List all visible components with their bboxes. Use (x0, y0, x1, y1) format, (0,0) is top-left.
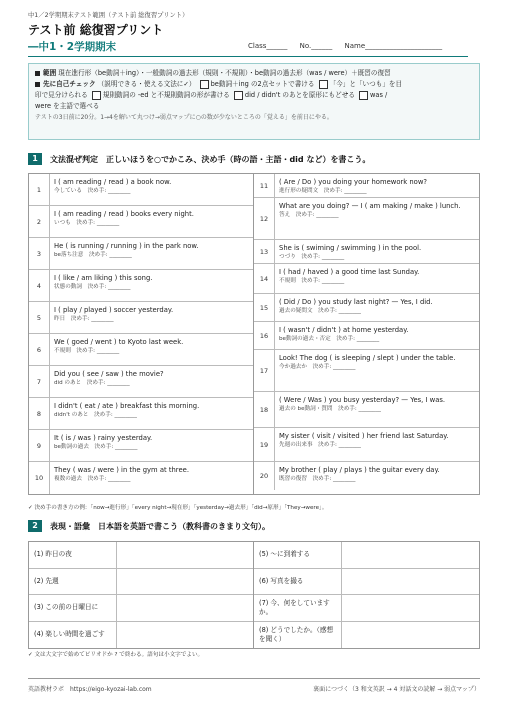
checkbox-icon[interactable] (359, 91, 368, 100)
question-number: 1 (29, 174, 50, 205)
question-hint[interactable]: did のあと 決め手: ________ (54, 380, 130, 386)
section-1-heading (28, 152, 370, 166)
vocab-answer-field[interactable] (342, 569, 479, 595)
question-number: 6 (29, 334, 50, 365)
question-row (29, 270, 253, 302)
question-number: 15 (254, 294, 275, 321)
footer-site: 英語教材ラボ https://eigo-kyozai-lab.com (28, 686, 152, 693)
bullet-square-icon (35, 71, 40, 76)
vocab-column-left (28, 541, 254, 649)
question-text[interactable]: He ( is running / running ) in the park now. (54, 242, 199, 250)
question-row (29, 302, 253, 334)
vocab-prompt: (6) 写真を撮る (254, 569, 342, 595)
question-text[interactable]: I didn't ( eat / ate ) breakfast this morning. (54, 402, 200, 410)
question-text[interactable]: I ( am reading / read ) books every night. (54, 210, 194, 218)
section-1-note: ✓ 決め手の書き方の例：「now→進行形」「every night→現在形」「yesterday→過去形」「did→原形」「They→were」。 (28, 505, 328, 511)
bullet-square-icon (35, 82, 40, 87)
vocab-answer-field[interactable] (117, 569, 253, 595)
vocab-prompt: (5) ～に到着する (254, 542, 342, 568)
question-number: 7 (29, 366, 50, 397)
question-body (50, 334, 187, 365)
student-fields (248, 42, 452, 50)
question-hint[interactable]: 状態の動詞 決め手: ________ (54, 284, 131, 290)
question-text[interactable]: I ( wasn't / didn't ) at home yesterday. (279, 326, 409, 334)
question-body (50, 270, 156, 301)
question-body (275, 174, 431, 197)
question-text[interactable]: Look! The dog ( is sleeping / slept ) under the table. (279, 354, 456, 362)
check-item-4: did / didn't のあとを原形にもどせる (244, 91, 355, 99)
question-body (50, 174, 175, 205)
section-2-title: 表現・語彙 日本語を英語で書こう（教科書のきまり文句）。 (50, 521, 270, 531)
question-hint[interactable]: 既習の復習 決め手: ________ (279, 476, 356, 482)
vocab-answer-field[interactable] (342, 595, 479, 621)
question-hint[interactable]: 今か過去か 決め手: ________ (279, 364, 356, 370)
question-number: 5 (29, 302, 50, 333)
vocab-column-right (254, 541, 480, 649)
question-text[interactable]: It ( is / was ) rainy yesterday. (54, 434, 153, 442)
question-number: 8 (29, 398, 50, 429)
question-text[interactable]: ( Were / Was ) you busy yesterday? — Yes, I was. (279, 396, 446, 404)
question-hint[interactable]: つづり 決め手: ________ (279, 254, 345, 260)
question-text[interactable]: I ( play / played ) soccer yesterday. (54, 306, 174, 314)
section-2-number: 2 (28, 520, 42, 532)
vocab-answer-field[interactable] (117, 595, 253, 621)
question-hint[interactable]: 過去の疑問文 決め手: ________ (279, 308, 361, 314)
check-item-5-cont: were を主語で選べる (35, 102, 100, 110)
question-body (275, 350, 460, 391)
scope-info-box (28, 63, 480, 140)
question-number: 4 (29, 270, 50, 301)
question-number: 16 (254, 322, 275, 349)
check-item-2: 「今」と「いつも」を目 (329, 80, 403, 88)
question-hint[interactable]: 複数の過去 決め手: ________ (54, 476, 131, 482)
question-body (275, 428, 452, 461)
question-column-right (254, 173, 480, 495)
question-row (254, 174, 479, 198)
question-hint[interactable]: 答え 決め手: ________ (279, 212, 339, 218)
question-row (254, 264, 479, 294)
question-body (50, 462, 193, 494)
question-row (29, 366, 253, 398)
vocab-row (29, 622, 253, 649)
question-row (254, 428, 479, 462)
question-row (254, 462, 479, 490)
question-body (275, 264, 423, 293)
vocab-prompt: (4) 楽しい時間を過ごす (29, 622, 117, 649)
checkbox-icon[interactable] (92, 91, 101, 100)
question-body (275, 322, 412, 349)
vocab-prompt: (1) 昨日の夜 (29, 542, 117, 568)
question-body (50, 398, 203, 429)
question-text[interactable]: ( Are / Do ) you doing your homework now? (279, 178, 428, 186)
scope-text: 現在進行形（be動詞＋ing）・一般動詞の過去形（規則・不規則）・be動詞の過去形（was / were）＋既習の復習 (58, 69, 391, 77)
study-tip: テストの3日前に20分。1→4を解いて丸つけ→弱点マップに○の数が少ないところの「覚える」を前日にやる。 (35, 114, 333, 121)
vocab-prompt: (2) 先週 (29, 569, 117, 595)
vocab-row (254, 595, 479, 622)
vocab-prompt: (3) この前の日曜日に (29, 595, 117, 621)
question-body (50, 430, 156, 461)
vocab-row (29, 569, 253, 596)
vocab-grid (28, 541, 480, 649)
page-subtitle: ―中1・2学期期末 (28, 41, 117, 53)
question-row (29, 206, 253, 238)
question-text[interactable]: My sister ( visit / visited ) her friend last Saturday. (279, 432, 449, 440)
question-row (29, 174, 253, 206)
vocab-answer-field[interactable] (342, 542, 479, 568)
question-row (29, 462, 253, 494)
question-text[interactable]: Did you ( see / saw ) the movie? (54, 370, 164, 378)
question-number: 14 (254, 264, 275, 293)
question-text[interactable]: ( Did / Do ) you study last night? — Yes, I did. (279, 298, 433, 306)
question-number: 12 (254, 198, 275, 239)
question-number: 13 (254, 240, 275, 263)
question-body (50, 366, 168, 397)
vocab-answer-field[interactable] (342, 622, 479, 649)
question-text[interactable]: My brother ( play / plays ) the guitar every day. (279, 466, 440, 474)
question-hint[interactable]: いつも 決め手: ________ (54, 220, 120, 226)
question-body (275, 240, 425, 263)
header-top-label: 中1／2学期期末テスト範囲（テスト前 総復習プリント） (28, 12, 189, 19)
question-body (50, 206, 198, 237)
question-text[interactable]: We ( goed / went ) to Kyoto last week. (54, 338, 184, 346)
question-body (275, 462, 444, 490)
question-row (29, 334, 253, 366)
question-hint[interactable]: 不規則 決め手: ________ (279, 278, 345, 284)
scope-label: 範囲 (43, 69, 57, 77)
question-body (50, 302, 177, 333)
section-1-number: 1 (28, 153, 42, 165)
question-hint[interactable]: didn't のあと 決め手: ________ (54, 412, 137, 418)
question-hint[interactable]: 昨日 決め手: ________ (54, 316, 114, 322)
check-item-5: was / (370, 91, 388, 99)
check-item-1: be動詞＋ing の2点セットで書ける (210, 80, 315, 88)
question-number: 10 (29, 462, 50, 494)
footer-continuation: 裏面につづく（3 和文英訳 → 4 対話文の読解 → 弱点マップ） (313, 686, 480, 693)
question-row (29, 238, 253, 270)
question-hint[interactable]: 今している 決め手: ________ (54, 188, 131, 194)
question-number: 2 (29, 206, 50, 237)
question-hint[interactable]: be動詞の過去 決め手: ________ (54, 444, 138, 450)
check-item-3: 規則動詞の -ed と不規則動詞の形が書ける (102, 91, 230, 99)
question-text[interactable]: I ( am reading / read ) a book now. (54, 178, 172, 186)
question-number: 20 (254, 462, 275, 490)
question-number: 18 (254, 392, 275, 427)
question-hint[interactable]: 先週の出来事 決め手: ________ (279, 442, 361, 448)
page-title: テスト前 総復習プリント (28, 23, 164, 37)
question-row (254, 322, 479, 350)
footer-divider (28, 678, 480, 679)
vocab-row (254, 542, 479, 569)
self-check-line (35, 79, 473, 90)
question-text[interactable]: They ( was / were ) in the gym at three. (54, 466, 189, 474)
question-row (29, 398, 253, 430)
subtitle-divider (28, 56, 468, 57)
question-row (29, 430, 253, 462)
vocab-answer-field[interactable] (117, 622, 253, 649)
vocab-prompt: (7) 今、何をしていますか。 (254, 595, 342, 621)
question-hint[interactable]: 不規則 決め手: ________ (54, 348, 120, 354)
question-number: 19 (254, 428, 275, 461)
vocab-row (254, 622, 479, 649)
question-hint[interactable]: be落ち注意 決め手: ________ (54, 252, 132, 258)
section-2-note: ✓ 文は大文字で始めてピリオドか ? で終わる。語句は小文字でよい。 (28, 652, 204, 658)
question-number: 3 (29, 238, 50, 269)
vocab-prompt: (8) どうでしたか。（感想を聞く） (254, 622, 342, 649)
question-body (275, 294, 437, 321)
grammar-question-grid (28, 173, 480, 495)
vocab-answer-field[interactable] (117, 542, 253, 568)
class-field[interactable]: Class______ (248, 42, 288, 50)
section-2-heading (28, 519, 270, 533)
self-check-instruction: （説明できる・使える文法に✓） (97, 80, 196, 88)
question-row (254, 350, 479, 392)
checkbox-icon[interactable] (234, 91, 243, 100)
question-text[interactable]: She is ( swiming / swimming ) in the pool. (279, 244, 422, 252)
question-number: 11 (254, 174, 275, 197)
section-1-title: 文法混ぜ判定 正しいほうを○でかこみ、決め手（時の語・主語・did など）を書こう。 (50, 154, 371, 164)
question-row (254, 240, 479, 264)
self-check-label: 先に自己チェック (43, 80, 96, 88)
check-item-2-cont: 印で見分けられる (35, 91, 88, 99)
number-field[interactable]: No.______ (299, 42, 333, 50)
question-row (254, 294, 479, 322)
name-field[interactable]: Name______________________ (344, 42, 443, 50)
vocab-row (29, 595, 253, 622)
question-number: 17 (254, 350, 275, 391)
question-hint[interactable]: be動詞の過去・否定 決め手: ________ (279, 336, 380, 342)
vocab-row (254, 569, 479, 596)
question-row (254, 198, 479, 240)
question-text[interactable]: What are you doing? — I ( am making / make ) lunch. (279, 202, 461, 210)
question-body (275, 392, 449, 427)
question-number: 9 (29, 430, 50, 461)
checkbox-icon[interactable] (200, 80, 209, 89)
question-body (275, 198, 465, 239)
checkbox-icon[interactable] (319, 80, 328, 89)
question-text[interactable]: I ( had / haved ) a good time last Sunday. (279, 268, 420, 276)
scope-line (35, 68, 473, 79)
vocab-row (29, 542, 253, 569)
self-check-line-2 (35, 90, 473, 101)
question-column-left (28, 173, 254, 495)
self-check-line-3 (35, 101, 473, 112)
question-hint[interactable]: 進行形の疑問文 決め手: ________ (279, 188, 367, 194)
question-hint[interactable]: 過去の be動詞・質問 決め手: ________ (279, 406, 381, 412)
question-body (50, 238, 203, 269)
question-row (254, 392, 479, 428)
question-text[interactable]: I ( like / am liking ) this song. (54, 274, 153, 282)
